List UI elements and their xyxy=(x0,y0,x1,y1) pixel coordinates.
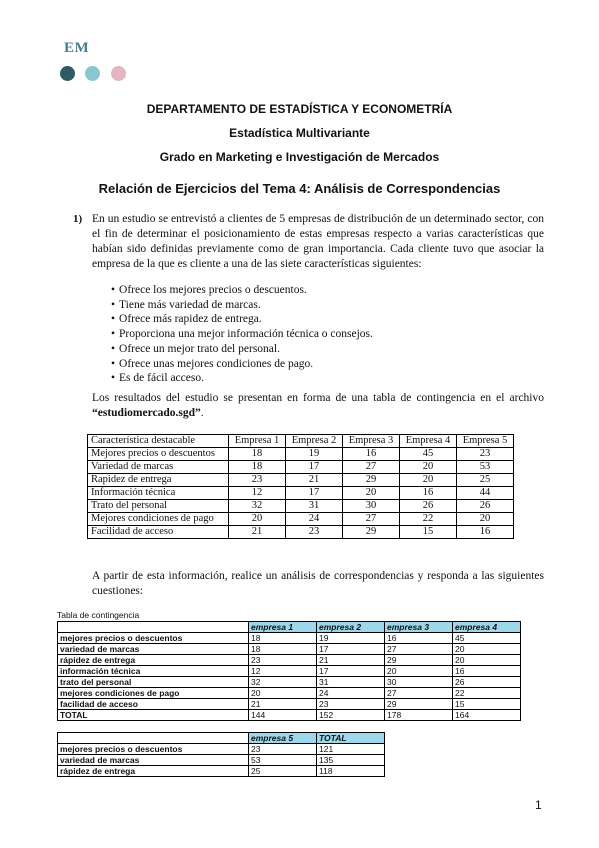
question-number: 1) xyxy=(73,213,83,225)
course-heading: Estadística Multivariante xyxy=(229,126,370,140)
page-number: 1 xyxy=(535,798,542,812)
table-cell: 12 xyxy=(229,487,286,500)
table-cell: 19 xyxy=(317,633,385,644)
list-item: • Proporciona una mejor información técnica o consejos. xyxy=(111,327,373,342)
table-header-cell xyxy=(58,622,249,633)
table-cell: 45 xyxy=(453,633,521,644)
table-cell: 21 xyxy=(317,655,385,666)
list-item: • Ofrece un mejor trato del personal. xyxy=(111,342,373,357)
table-cell: 23 xyxy=(286,526,343,539)
table-cell: 152 xyxy=(317,710,385,721)
table-row xyxy=(58,699,521,710)
table-cell: Mejores condiciones de pago xyxy=(88,513,229,526)
table-cell: 45 xyxy=(400,448,457,461)
table-cell: 44 xyxy=(457,487,514,500)
table-cell: 118 xyxy=(317,766,385,777)
table-row xyxy=(58,755,385,766)
table-cell: 16 xyxy=(453,666,521,677)
table-cell: 26 xyxy=(453,677,521,688)
question-intro: En un estudio se entrevistó a clientes de 5 empresas de distribución de un determinado sector, con el fin de determinar el posicionamiento de estas empresas respecto a varias características que habían sido definidas previamente como de gran importancia. Cada cliente tuvo que asociar la empresa de la que es cliente a una de las siete características siguientes: xyxy=(92,213,544,270)
table-cell: 21 xyxy=(229,526,286,539)
table-cell: 32 xyxy=(229,500,286,513)
table-row xyxy=(58,688,521,699)
table-cell: 12 xyxy=(249,666,317,677)
table-cell: 27 xyxy=(343,513,400,526)
table-cell: variedad de marcas xyxy=(58,755,249,766)
table-row xyxy=(88,474,514,487)
list-item: • Tiene más variedad de marcas. xyxy=(111,298,373,313)
table-cell: 23 xyxy=(317,699,385,710)
results-end: . xyxy=(200,407,204,419)
table-cell: 16 xyxy=(385,633,453,644)
department-heading: DEPARTAMENTO DE ESTADÍSTICA Y ECONOMETRÍA xyxy=(146,102,453,116)
table-cell: 20 xyxy=(343,487,400,500)
table-cell: 29 xyxy=(343,526,400,539)
list-item: • Ofrece los mejores precios o descuentos. xyxy=(111,283,373,298)
table-cell: 23 xyxy=(229,474,286,487)
table-cell: mejores precios o descuentos xyxy=(58,744,249,755)
table-cell: 164 xyxy=(453,710,521,721)
table-cell: 178 xyxy=(385,710,453,721)
table-row xyxy=(88,448,514,461)
table-header-cell: Empresa 5 xyxy=(457,435,514,448)
table-cell: 21 xyxy=(249,699,317,710)
table-cell: 25 xyxy=(457,474,514,487)
table-cell: 29 xyxy=(385,699,453,710)
table-cell: Trato del personal xyxy=(88,500,229,513)
table-cell: 30 xyxy=(343,500,400,513)
table-cell: mejores condiciones de pago xyxy=(58,688,249,699)
software-table-part1 xyxy=(57,621,521,721)
list-item: • Ofrece unas mejores condiciones de pago. xyxy=(111,357,373,372)
table-cell: 29 xyxy=(385,655,453,666)
table-cell: 20 xyxy=(249,688,317,699)
table-row xyxy=(88,461,514,474)
table-cell: 25 xyxy=(249,766,317,777)
table-header-cell: empresa 3 xyxy=(385,622,453,633)
table-cell: 32 xyxy=(249,677,317,688)
table-cell: 18 xyxy=(249,644,317,655)
table-header-cell: TOTAL xyxy=(317,733,385,744)
table-row xyxy=(58,666,521,677)
table-cell: 31 xyxy=(317,677,385,688)
list-item: • Es de fácil acceso. xyxy=(111,371,373,386)
table-header-cell: empresa 4 xyxy=(453,622,521,633)
table-header-cell: Empresa 2 xyxy=(286,435,343,448)
table-cell: 23 xyxy=(249,655,317,666)
table-row xyxy=(88,513,514,526)
table-cell: 29 xyxy=(343,474,400,487)
table-header-cell: Empresa 3 xyxy=(343,435,400,448)
table-cell: 16 xyxy=(400,487,457,500)
table-header-row xyxy=(58,622,521,633)
results-paragraph xyxy=(92,391,544,421)
table-cell: 23 xyxy=(249,744,317,755)
logo-dot-dark xyxy=(60,66,75,81)
table-header-cell: empresa 5 xyxy=(249,733,317,744)
table-header-cell: empresa 2 xyxy=(317,622,385,633)
results-file: “estudiomercado.sgd” xyxy=(92,407,201,419)
table-cell: trato del personal xyxy=(58,677,249,688)
table-cell: 20 xyxy=(385,666,453,677)
table-cell: 18 xyxy=(229,448,286,461)
table-cell: 27 xyxy=(385,644,453,655)
table-cell: 30 xyxy=(385,677,453,688)
table-header-cell: Empresa 4 xyxy=(400,435,457,448)
table-cell: mejores precios o descuentos xyxy=(58,633,249,644)
table-cell: 21 xyxy=(286,474,343,487)
software-table-caption: Tabla de contingencia xyxy=(57,610,140,620)
table-row xyxy=(58,677,521,688)
table-cell: 24 xyxy=(317,688,385,699)
table-cell: Facilidad de acceso xyxy=(88,526,229,539)
table-cell: Rapidez de entrega xyxy=(88,474,229,487)
list-item: • Ofrece más rapidez de entrega. xyxy=(111,312,373,327)
table-header-cell: Característica destacable xyxy=(88,435,229,448)
table-cell: Mejores precios o descuentos xyxy=(88,448,229,461)
contingency-table xyxy=(87,434,514,539)
table-cell: Información técnica xyxy=(88,487,229,500)
table-cell: 15 xyxy=(400,526,457,539)
table-row xyxy=(58,633,521,644)
table-cell: variedad de marcas xyxy=(58,644,249,655)
table-cell: 16 xyxy=(343,448,400,461)
table-cell: Variedad de marcas xyxy=(88,461,229,474)
table-cell: 23 xyxy=(457,448,514,461)
table-cell: 20 xyxy=(400,461,457,474)
table-cell: 17 xyxy=(286,461,343,474)
table-cell: 20 xyxy=(457,513,514,526)
table-cell: facilidad de acceso xyxy=(58,699,249,710)
table-row xyxy=(58,766,385,777)
table-cell: 53 xyxy=(249,755,317,766)
table-cell: 19 xyxy=(286,448,343,461)
table-header-cell: empresa 1 xyxy=(249,622,317,633)
characteristics-list xyxy=(111,283,373,386)
table-header-cell: Empresa 1 xyxy=(229,435,286,448)
table-cell: 16 xyxy=(457,526,514,539)
table-row xyxy=(88,526,514,539)
table-total-row xyxy=(58,710,521,721)
table-header-cell xyxy=(58,733,249,744)
table-cell: 22 xyxy=(453,688,521,699)
table-cell: TOTAL xyxy=(58,710,249,721)
exercise-title: Relación de Ejercicios del Tema 4: Análisis de Correspondencias xyxy=(98,181,501,196)
table-row xyxy=(88,500,514,513)
table-cell: 22 xyxy=(400,513,457,526)
table-cell: 20 xyxy=(453,644,521,655)
logo-dot-pink xyxy=(111,66,126,81)
table-cell: rápidez de entrega xyxy=(58,655,249,666)
table-cell: rápidez de entrega xyxy=(58,766,249,777)
degree-heading: Grado en Marketing e Investigación de Mercados xyxy=(159,150,440,164)
table-cell: 17 xyxy=(317,666,385,677)
table-cell: 135 xyxy=(317,755,385,766)
table-row xyxy=(58,744,385,755)
table-cell: 24 xyxy=(286,513,343,526)
table-cell: 17 xyxy=(286,487,343,500)
table-cell: 121 xyxy=(317,744,385,755)
results-text: Los resultados del estudio se presentan en forma de una tabla de contingencia en el archivo xyxy=(92,392,544,404)
table-row xyxy=(58,655,521,666)
software-table-part2 xyxy=(57,732,385,777)
table-cell: 144 xyxy=(249,710,317,721)
table-cell: 31 xyxy=(286,500,343,513)
table-cell: 26 xyxy=(400,500,457,513)
table-cell: 26 xyxy=(457,500,514,513)
table-cell: 27 xyxy=(385,688,453,699)
table-header-row xyxy=(58,733,385,744)
table-cell: 53 xyxy=(457,461,514,474)
table-cell: 15 xyxy=(453,699,521,710)
table-cell: 20 xyxy=(453,655,521,666)
table-cell: 20 xyxy=(229,513,286,526)
table-row xyxy=(58,644,521,655)
table-cell: información técnica xyxy=(58,666,249,677)
table-header-row xyxy=(88,435,514,448)
table-cell: 18 xyxy=(229,461,286,474)
logo-text: EM xyxy=(64,40,90,56)
table-cell: 18 xyxy=(249,633,317,644)
table-cell: 27 xyxy=(343,461,400,474)
table-cell: 17 xyxy=(317,644,385,655)
logo-dot-light xyxy=(85,66,100,81)
table-row xyxy=(88,487,514,500)
task-paragraph: A partir de esta información, realice un análisis de correspondencias y responda a las siguientes cuestiones: xyxy=(92,570,544,597)
table-cell: 20 xyxy=(400,474,457,487)
